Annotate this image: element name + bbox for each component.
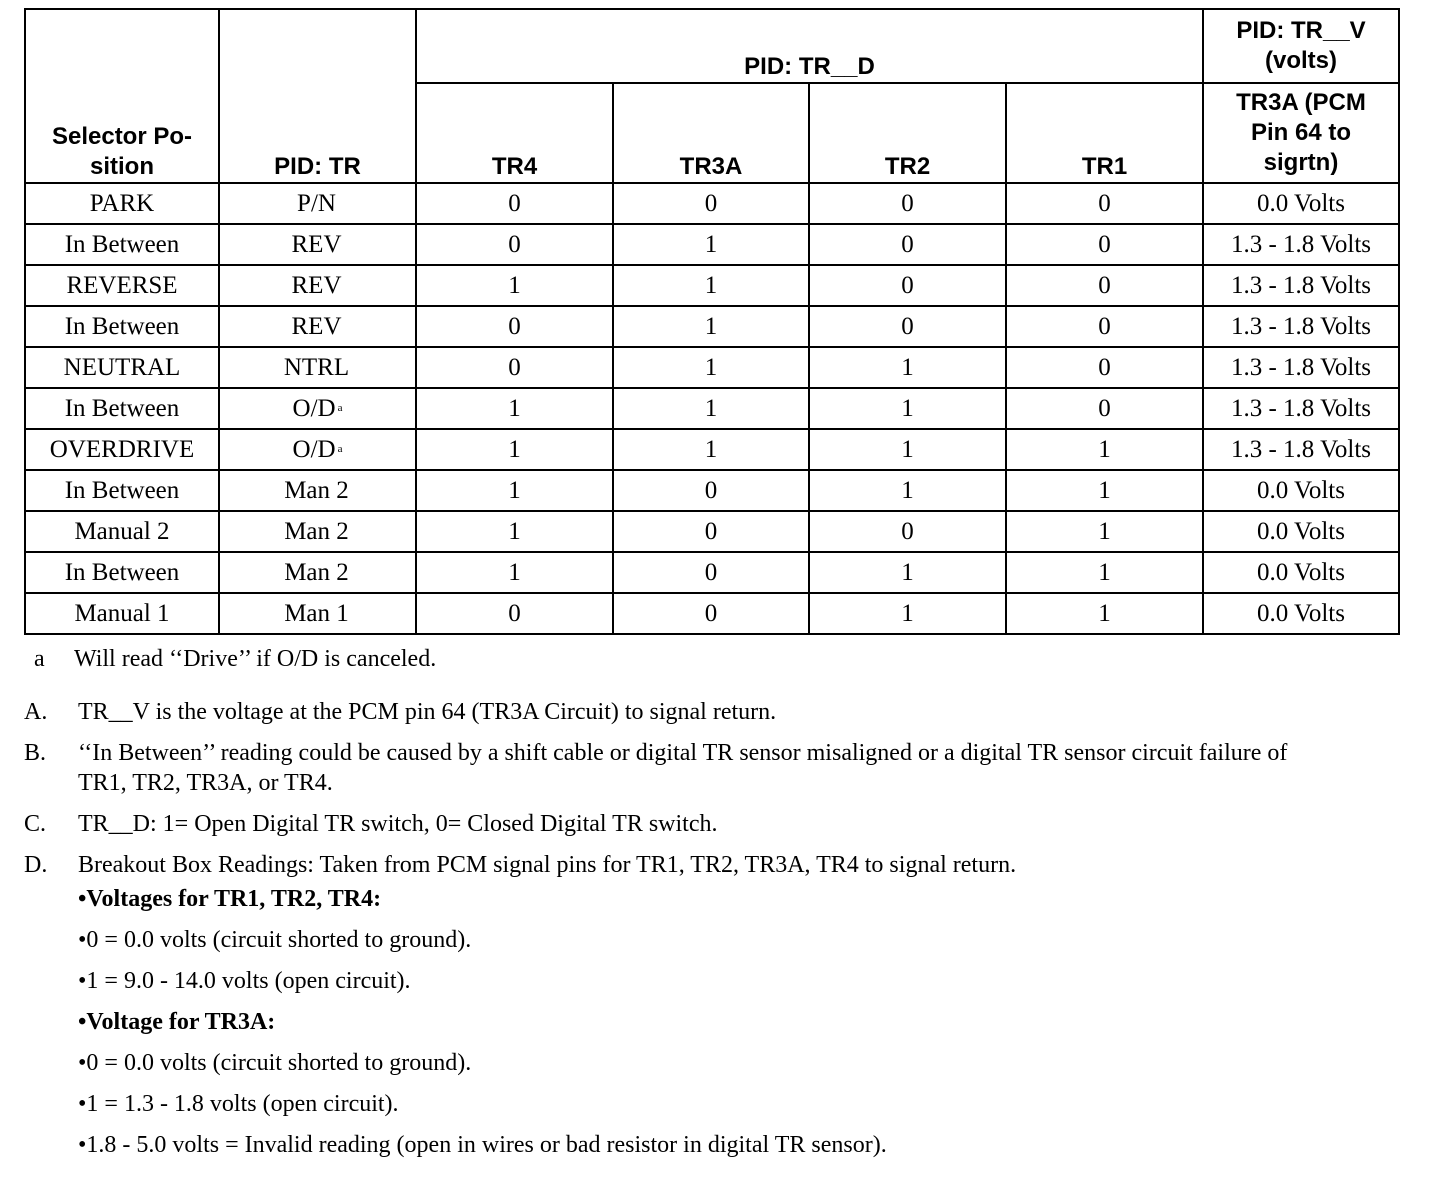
- note-text: Breakout Box Readings: Taken from PCM signal pins for TR1, TR2, TR3A, TR4 to signal return.: [78, 852, 1017, 878]
- cell-tr1: 0: [1006, 388, 1203, 429]
- table-row: [25, 388, 1399, 429]
- cell-position: Manual 2: [25, 511, 219, 552]
- cell-pid-tr: [219, 224, 416, 265]
- note-b: [24, 738, 1404, 798]
- cell-volts: 1.3 - 1.8 Volts: [1203, 347, 1399, 388]
- note-a: [24, 697, 1404, 727]
- cell-tr4: 1: [416, 388, 613, 429]
- cell-position: PARK: [25, 183, 219, 224]
- cell-position: OVERDRIVE: [25, 429, 219, 470]
- tr3a-heading: •Voltage for TR3A:: [78, 1009, 276, 1035]
- cell-tr1: 0: [1006, 224, 1203, 265]
- header-pid-tr-d: PID: TR__D: [416, 9, 1203, 83]
- pid-tr-value: REV: [291, 230, 342, 258]
- cell-pid-tr: [219, 511, 416, 552]
- pid-tr-value: Man 1: [284, 599, 349, 627]
- cell-pid-tr: [219, 265, 416, 306]
- cell-position: In Between: [25, 470, 219, 511]
- cell-position: REVERSE: [25, 265, 219, 306]
- footnote-mark: a: [337, 401, 343, 414]
- pid-tr-value: Man 2: [284, 558, 349, 586]
- cell-tr3a: 0: [613, 552, 809, 593]
- cell-tr2: 0: [809, 224, 1006, 265]
- pid-tr-value: O/D: [292, 435, 336, 463]
- table-row: [25, 265, 1399, 306]
- cell-tr4: 0: [416, 593, 613, 634]
- table-footnote: [34, 646, 436, 673]
- cell-tr2: 0: [809, 306, 1006, 347]
- table-row: [25, 306, 1399, 347]
- cell-volts: 1.3 - 1.8 Volts: [1203, 224, 1399, 265]
- cell-pid-tr: [219, 470, 416, 511]
- pid-tr-value: REV: [291, 271, 342, 299]
- cell-position: In Between: [25, 306, 219, 347]
- footnote-text: Will read ‘‘Drive’’ if O/D is canceled.: [74, 646, 437, 672]
- cell-tr3a: 0: [613, 183, 809, 224]
- note-letter: C.: [24, 811, 47, 837]
- header-tr3a-pcm: TR3A (PCM Pin 64 to sigrtn): [1203, 83, 1399, 183]
- cell-tr2: 1: [809, 429, 1006, 470]
- cell-tr3a: 1: [613, 306, 809, 347]
- cell-pid-tr: [219, 388, 416, 429]
- pid-tr-value: Man 2: [284, 476, 349, 504]
- table-row: [25, 347, 1399, 388]
- footnote-mark: a: [337, 442, 343, 455]
- cell-tr3a: 0: [613, 593, 809, 634]
- cell-tr3a: 1: [613, 224, 809, 265]
- cell-position: NEUTRAL: [25, 347, 219, 388]
- note-c: [24, 809, 1404, 839]
- cell-tr2: 0: [809, 183, 1006, 224]
- note-letter: A.: [24, 699, 48, 725]
- cell-tr3a: 1: [613, 347, 809, 388]
- cell-volts: 0.0 Volts: [1203, 593, 1399, 634]
- cell-pid-tr: [219, 347, 416, 388]
- cell-tr2: 1: [809, 552, 1006, 593]
- table-row: [25, 470, 1399, 511]
- cell-tr4: 0: [416, 306, 613, 347]
- header-tr4: TR4: [416, 83, 613, 183]
- cell-tr4: 0: [416, 347, 613, 388]
- cell-tr3a: 1: [613, 429, 809, 470]
- cell-tr4: 1: [416, 552, 613, 593]
- cell-tr3a: 0: [613, 511, 809, 552]
- tr124-zero-line: •0 = 0.0 volts (circuit shorted to ground).: [78, 927, 472, 953]
- cell-tr1: 0: [1006, 183, 1203, 224]
- note-text: TR__D: 1= Open Digital TR switch, 0= Closed Digital TR switch.: [78, 811, 718, 837]
- tr3a-invalid-line: •1.8 - 5.0 volts = Invalid reading (open in wires or bad resistor in digital TR sensor).: [78, 1132, 887, 1158]
- cell-volts: 0.0 Volts: [1203, 511, 1399, 552]
- footnote-letter: a: [34, 646, 45, 672]
- pid-tr-value: P/N: [297, 189, 336, 217]
- pid-tr-value: REV: [291, 312, 342, 340]
- cell-tr4: 1: [416, 470, 613, 511]
- header-tr1: TR1: [1006, 83, 1203, 183]
- table-row: [25, 593, 1399, 634]
- cell-tr2: 1: [809, 593, 1006, 634]
- cell-tr1: 0: [1006, 347, 1203, 388]
- cell-tr4: 0: [416, 183, 613, 224]
- cell-volts: 1.3 - 1.8 Volts: [1203, 429, 1399, 470]
- cell-pid-tr: [219, 306, 416, 347]
- cell-pid-tr: [219, 552, 416, 593]
- cell-volts: 0.0 Volts: [1203, 470, 1399, 511]
- note-letter: B.: [24, 740, 47, 766]
- cell-position: In Between: [25, 388, 219, 429]
- note-d: [24, 850, 1404, 880]
- cell-tr4: 1: [416, 429, 613, 470]
- tr124-one-line: •1 = 9.0 - 14.0 volts (open circuit).: [78, 968, 411, 994]
- note-text: ‘‘In Between’’ reading could be caused by a shift cable or digital TR sensor misaligned or a digital TR sensor circuit failure of TR1, TR2, TR3A, or TR4.: [78, 740, 1288, 796]
- header-tr3a: TR3A: [613, 83, 809, 183]
- cell-tr2: 0: [809, 511, 1006, 552]
- cell-tr4: 1: [416, 511, 613, 552]
- breakout-readings: [78, 884, 1404, 1171]
- cell-volts: 0.0 Volts: [1203, 183, 1399, 224]
- notes-list: [24, 697, 1404, 1171]
- cell-tr2: 1: [809, 347, 1006, 388]
- tr124-heading: •Voltages for TR1, TR2, TR4:: [78, 886, 382, 912]
- tr-sensor-table: [24, 8, 1400, 635]
- tr3a-one-line: •1 = 1.3 - 1.8 volts (open circuit).: [78, 1091, 399, 1117]
- cell-tr3a: 0: [613, 470, 809, 511]
- cell-tr1: 1: [1006, 429, 1203, 470]
- pid-tr-value: NTRL: [283, 353, 350, 381]
- note-letter: D.: [24, 852, 48, 878]
- pid-tr-value: O/D: [292, 394, 336, 422]
- cell-tr2: 1: [809, 388, 1006, 429]
- cell-tr3a: 1: [613, 388, 809, 429]
- header-pid-tr: PID: TR: [219, 9, 416, 183]
- cell-tr1: 0: [1006, 306, 1203, 347]
- cell-tr3a: 1: [613, 265, 809, 306]
- cell-tr1: 1: [1006, 470, 1203, 511]
- header-pid-tr-v: PID: TR__V (volts): [1203, 9, 1399, 83]
- table-row: [25, 511, 1399, 552]
- cell-volts: 1.3 - 1.8 Volts: [1203, 306, 1399, 347]
- cell-pid-tr: [219, 429, 416, 470]
- cell-position: Manual 1: [25, 593, 219, 634]
- tr3a-zero-line: •0 = 0.0 volts (circuit shorted to ground).: [78, 1050, 472, 1076]
- table-row: [25, 552, 1399, 593]
- cell-tr1: 0: [1006, 265, 1203, 306]
- cell-tr4: 0: [416, 224, 613, 265]
- cell-position: In Between: [25, 552, 219, 593]
- cell-pid-tr: [219, 183, 416, 224]
- table-row: [25, 224, 1399, 265]
- cell-volts: 1.3 - 1.8 Volts: [1203, 265, 1399, 306]
- table-row: [25, 183, 1399, 224]
- header-tr2: TR2: [809, 83, 1006, 183]
- cell-position: In Between: [25, 224, 219, 265]
- cell-tr1: 1: [1006, 511, 1203, 552]
- cell-volts: 1.3 - 1.8 Volts: [1203, 388, 1399, 429]
- header-selector-position: Selector Po- sition: [25, 9, 219, 183]
- cell-volts: 0.0 Volts: [1203, 552, 1399, 593]
- cell-pid-tr: [219, 593, 416, 634]
- cell-tr2: 0: [809, 265, 1006, 306]
- note-text: TR__V is the voltage at the PCM pin 64 (TR3A Circuit) to signal return.: [78, 699, 777, 725]
- cell-tr4: 1: [416, 265, 613, 306]
- table-row: [25, 429, 1399, 470]
- cell-tr2: 1: [809, 470, 1006, 511]
- cell-tr1: 1: [1006, 552, 1203, 593]
- cell-tr1: 1: [1006, 593, 1203, 634]
- pid-tr-value: Man 2: [284, 517, 349, 545]
